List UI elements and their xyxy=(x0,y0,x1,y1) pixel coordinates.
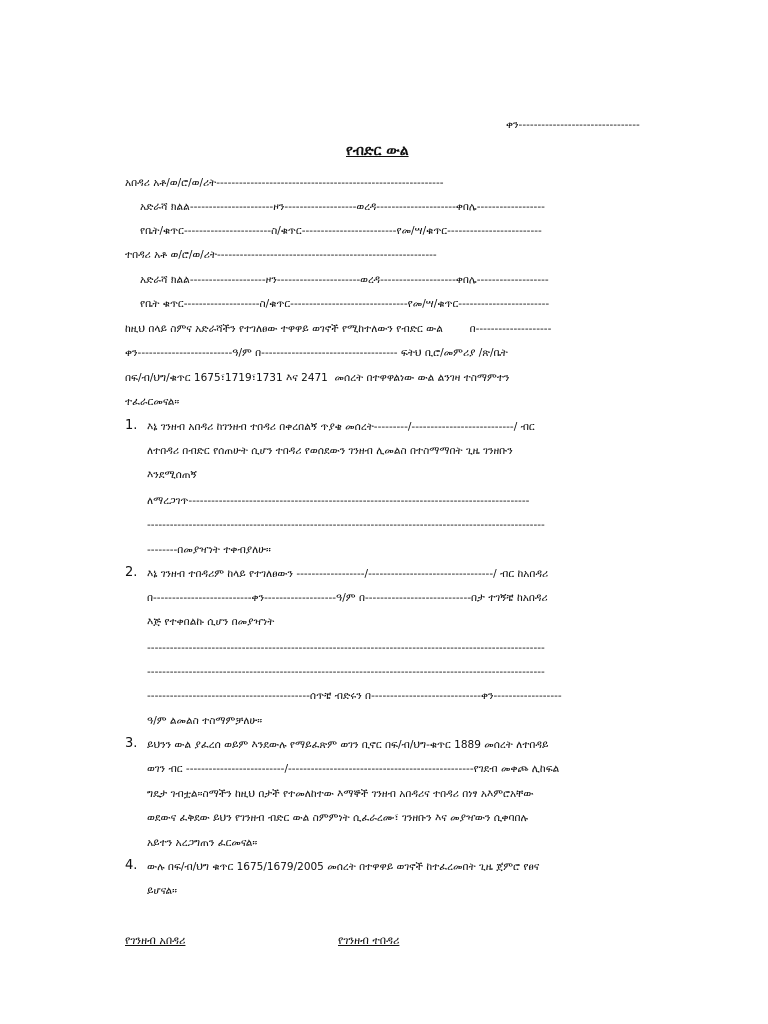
clause-3-number: 3. xyxy=(125,736,138,751)
borrower-signature-label: የገንዘብ ተበዳሪ xyxy=(338,934,400,947)
borrower-house-line: የቤት ቁጥር--------------------ስ/ቁጥር-------------------------------የመ/ሣ/ቁጥር------------------------ xyxy=(140,298,550,310)
clause-2-line-3: እጅ የተቀበልኩ ሲሆን በመያዣነት xyxy=(147,616,275,628)
clause-4-line-2: ይሆናል። xyxy=(147,885,178,897)
lender-house-line: የቤት/ቁጥር-----------------------ስ/ቁጥር-------------------------የመ/ሣ/ቁጥር------------------------- xyxy=(140,225,542,237)
lender-signature-label: የገንዘብ አበዳሪ xyxy=(125,934,186,947)
clause-1-line-4: ለማረጋገጥ------------------------------------------------------------------------------------------ xyxy=(147,495,530,507)
clause-3-line-5: አይተን አረጋግጠን ፈርመናል። xyxy=(147,837,258,849)
borrower-address-line: አድራሻ ክልል--------------------ዞን----------------------ወረዳ--------------------ቀበሌ------------------- xyxy=(140,274,549,286)
clause-2-line-6: -------------------------------------------ሰጥቼ ብድሩን በ-----------------------------ቀን------------------ xyxy=(147,690,562,702)
clause-1-line-3: እንደሚሰጠኝ xyxy=(147,469,197,481)
clause-1-line-1: እኔ ገንዘብ አበዳሪ ከገንዘብ ተበዳሪ በቀረበልኝ ጥያቄ መሰረት---------/---------------------------/ ብር xyxy=(147,421,535,433)
clause-1-number: 1. xyxy=(125,418,138,433)
clause-3-line-2: ወገን ብር --------------------------/-------------------------------------------------የገደብ መቀጮ ሊከፍል xyxy=(147,763,560,775)
clause-4-line-1: ውሉ በፍ/ብ/ህግ ቁጥር 1675/1679/2005 መሰረት በተዋዋይ ወገኖች ከተፈረመበት ጊዜ ጀምሮ የፀና xyxy=(147,861,540,873)
clause-2-line-5: --------------------------------------------------------------------------------------------------------- xyxy=(147,666,545,678)
lender-name-line: አበዳሪ አቶ/ወ/ሮ/ወ/ሪት------------------------------------------------------------ xyxy=(125,177,444,189)
intro-line-2: ቀን-------------------------ዓ/ም በ------------------------------------ ፍትህ ቢሮ/መምሪያ /ጽ/ቤት xyxy=(125,347,508,359)
clause-2-number: 2. xyxy=(125,565,138,580)
clause-4-number: 4. xyxy=(125,858,138,873)
clause-3-line-4: ወደውና ፈቅደው ይህን የገንዘብ ብድር ውል ስምምነት ሲፈራረሙ፣ ገንዘቡን እና መያዣውን ሲቀባበሉ xyxy=(147,812,529,824)
clause-3-line-1: ይህንን ውል ያፈረሰ ወይም እንደውሉ የማይፈጽም ወገን ቢኖር በፍ/ብ/ህግ-ቁጥር 1889 መሰረት ለተበዳይ xyxy=(147,739,549,751)
intro-line-1: ከዚህ በላይ ስምና አድራሻችን የተገለፀው ተዋዋይ ወገኖች የሚከተለውን የብድር ውል በ-------------------- xyxy=(125,323,552,335)
clause-1-line-2: ለተበዳሪ በብድር የሰጠሁት ሲሆን ተበዳሪ የወሰደውን ገንዘብ ሊመልስ በተስማማበት ጊዜ ገንዘቡን xyxy=(147,445,513,457)
lender-address-line: አድራሻ ክልል----------------------ዞን-------------------ወረዳ---------------------ቀበሌ------------------ xyxy=(140,201,545,213)
document-title: የብድር ውል xyxy=(346,143,409,159)
intro-line-3: በፍ/ብ/ህግ/ቁጥር 1675፣1719፣1731 እና 2471 መሰረት በተዋዋልነው ውል ልንገዛ ተስማምተን xyxy=(125,372,510,384)
clause-2-line-2: በ--------------------------ቀን-------------------ዓ/ም በ----------------------------በታ ተገኝቼ ከአበዳሪ xyxy=(147,592,548,604)
borrower-name-line: ተበዳሪ አቶ ወ/ሮ/ወ/ሪት---------------------------------------------------------- xyxy=(125,249,437,261)
intro-line-4: ተፈራርመናል። xyxy=(125,396,180,408)
clause-3-line-3: ግዴታ ገብቷል።ስማችን ከዚህ በታች የተመለከተው እማኞች ገንዘብ አበዳሪና ተበዳሪ በነፃ አእምሮአቸው xyxy=(147,788,534,800)
clause-2-line-4: --------------------------------------------------------------------------------------------------------- xyxy=(147,642,545,654)
clause-1-line-5: --------------------------------------------------------------------------------------------------------- xyxy=(147,519,545,531)
clause-1-line-6: --------በመያዣነት ተቀብያለሁ። xyxy=(147,544,271,556)
clause-2-line-1: እኔ ገንዘብ ተበዳሪም ከላይ የተገለፀውን ------------------/---------------------------------/ ብር ከአበዳሪ xyxy=(147,568,549,580)
date-line: ቀን-------------------------------- xyxy=(506,119,640,131)
clause-2-line-7: ዓ/ም ልመልስ ተስማምቻለሁ። xyxy=(147,715,263,727)
